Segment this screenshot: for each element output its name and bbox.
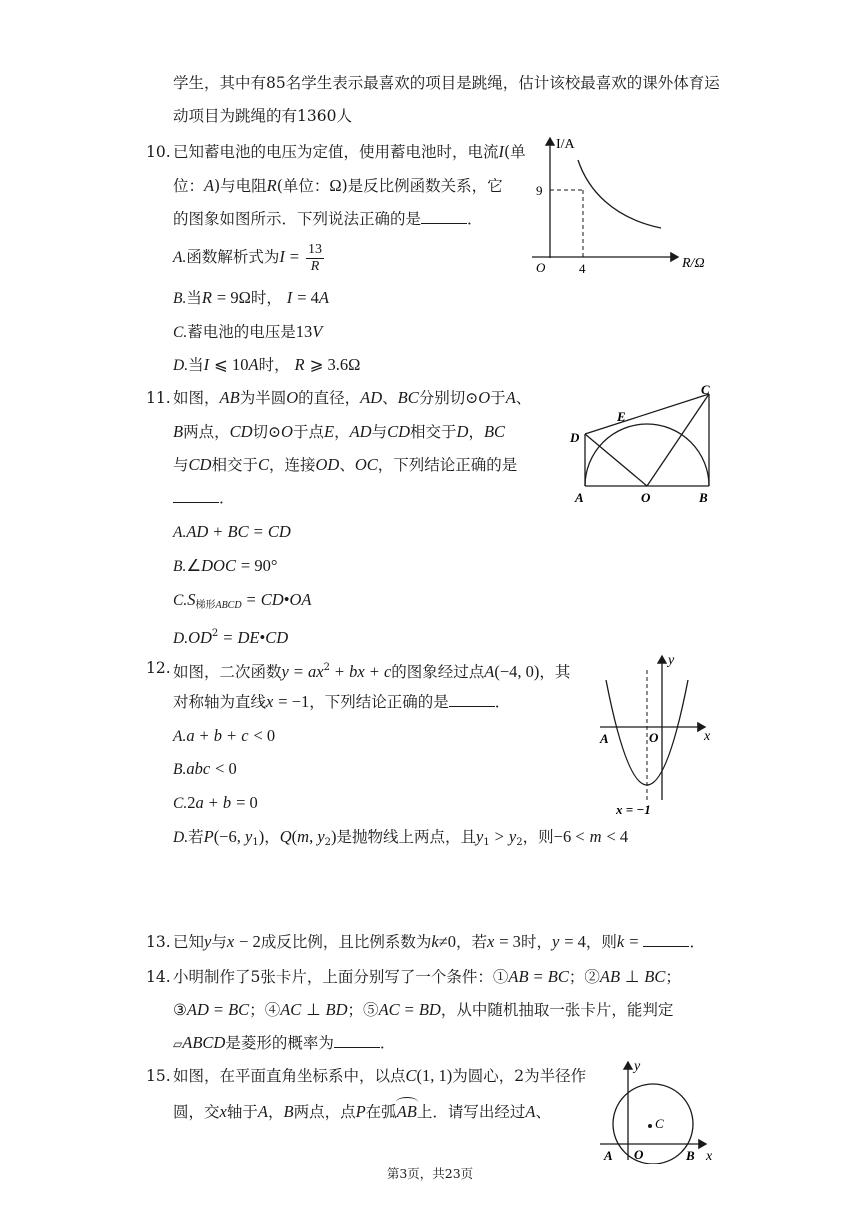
x-axis-label: x bbox=[706, 1149, 713, 1164]
origin-label: O bbox=[536, 260, 546, 275]
answer-blank[interactable] bbox=[449, 692, 495, 707]
segment-DC bbox=[585, 394, 709, 434]
q11-option-d: $D.OD^2$ = DE•CD bbox=[173, 628, 289, 647]
q11-line-1: 如图，AB为半圆O的直径，AD、BC分别切⊙O于A、 bbox=[173, 388, 532, 407]
point-A-label: A bbox=[600, 731, 609, 746]
q14-line-2: ③AD = BC；④AC ⊥ BD；⑤AC = BD，从中随机抽取一张卡片，能判定 bbox=[173, 1000, 674, 1019]
q15-number: 15. bbox=[146, 1067, 171, 1085]
x-axis-label: R/Ω bbox=[682, 256, 705, 271]
q10-number: 10. bbox=[146, 143, 171, 161]
q12-graph bbox=[590, 650, 720, 818]
q11-number: 11. bbox=[146, 389, 171, 407]
center-point-C bbox=[648, 1124, 652, 1128]
q15-line-2: 圆，交x轴于A，B两点，点P在弧AB上．请写出经过A、 bbox=[173, 1102, 551, 1121]
continued-line-1: 学生，其中有85名学生表示最喜欢的项目是跳绳，估计该校最喜欢的课外体育运 bbox=[173, 74, 720, 92]
point-A-label: A bbox=[575, 490, 584, 505]
point-B-label: B bbox=[699, 490, 708, 505]
q10-line-1: 已知蓄电池的电压为定值，使用蓄电池时，电流I(单 bbox=[173, 142, 526, 161]
answer-blank[interactable] bbox=[421, 209, 467, 224]
q11-option-c: $C.S_{梯形ABCD}$ = CD•OA bbox=[173, 590, 312, 611]
hyperbola-curve bbox=[578, 160, 661, 228]
q10-option-b: B.当R = 9Ω时， I = 4A bbox=[173, 288, 330, 307]
q10-line-2: 位：A)与电阻R(单位：Ω)是反比例函数关系，它 bbox=[173, 176, 503, 195]
x-tick-label: 4 bbox=[579, 261, 586, 276]
q12-number: 12. bbox=[146, 659, 171, 677]
q10-option-d: D.当I ⩽ 10A时， R ⩾ 3.6Ω bbox=[173, 355, 361, 374]
q14-number: 14. bbox=[146, 968, 171, 986]
page-footer: 第3页，共23页 bbox=[386, 1166, 474, 1181]
q11-line-2: B两点，CD切⊙O于点E，AD与CD相交于D，BC bbox=[173, 422, 506, 441]
segment-OD bbox=[585, 434, 647, 486]
q12-option-a: A.a + b + c < 0 bbox=[173, 726, 276, 745]
point-B-label: B bbox=[686, 1148, 695, 1163]
q13-line: 已知y与x − 2成反比例，且比例系数为k≠0，若x = 3时，y = 4，则k = ． bbox=[173, 932, 705, 951]
origin-label: O bbox=[649, 730, 659, 745]
x-axis-label: x bbox=[704, 729, 711, 744]
q11-line-3: 与CD相交于C，连接OD、OC，下列结论正确的是 bbox=[173, 455, 518, 474]
q11-figure bbox=[565, 378, 725, 508]
q12-option-d: D.若P(−6, $y_1$)，Q(m, $y_2$)是抛物线上两点，且$y_1 > y_2$，则−6 < m < 4 bbox=[173, 827, 629, 848]
point-A-label: A bbox=[604, 1148, 613, 1163]
q11-option-a: A.AD + BC = CD bbox=[173, 522, 291, 541]
q10-option-a: A.函数解析式为I = $\frac{13}{R}$ bbox=[173, 241, 323, 274]
y-axis-label: y bbox=[634, 1059, 641, 1074]
y-axis-label: y bbox=[668, 653, 675, 668]
origin-label: O bbox=[634, 1147, 644, 1162]
point-C-label: C bbox=[701, 382, 710, 397]
answer-blank[interactable] bbox=[173, 488, 219, 503]
y-axis-label: I/A bbox=[556, 137, 575, 152]
continued-line-2: 动项目为跳绳的有1360人 bbox=[173, 107, 352, 125]
q13-number: 13. bbox=[146, 933, 171, 951]
q12-option-b: B.abc < 0 bbox=[173, 759, 237, 778]
q11-option-b: B.∠DOC = 90° bbox=[173, 556, 278, 575]
symmetry-axis-label: x = −1 bbox=[616, 802, 651, 817]
q15-graph bbox=[598, 1056, 722, 1164]
answer-blank[interactable] bbox=[643, 932, 689, 947]
point-E-label: E bbox=[617, 409, 626, 424]
q12-line-1: 如图，二次函数$y = ax^2$ + bx + c的图象经过点A(−4, 0)，其 bbox=[173, 662, 571, 681]
segment-OC bbox=[647, 394, 709, 486]
q11-line-4: ． bbox=[173, 487, 235, 509]
point-D-label: D bbox=[570, 430, 580, 445]
q15-line-1: 如图，在平面直角坐标系中，以点C(1, 1)为圆心，2为半径作 bbox=[173, 1066, 587, 1085]
q10-graph bbox=[528, 130, 728, 278]
q10-line-3: 的图象如图所示．下列说法正确的是 ． bbox=[173, 210, 483, 228]
q14-line-3: ▱ABCD是菱形的概率为 ． bbox=[173, 1033, 396, 1052]
semicircle bbox=[585, 424, 709, 486]
y-tick-label: 9 bbox=[536, 183, 543, 198]
q12-line-2: 对称轴为直线x = −1，下列结论正确的是 ． bbox=[173, 692, 511, 711]
point-O-label: O bbox=[641, 490, 651, 505]
answer-blank[interactable] bbox=[334, 1033, 380, 1048]
q12-option-c: C.2a + b = 0 bbox=[173, 793, 258, 812]
point-C-label: C bbox=[655, 1116, 664, 1131]
q10-option-c: C.蓄电池的电压是13V bbox=[173, 322, 323, 341]
q14-line-1: 小明制作了5张卡片，上面分别写了一个条件：①AB = BC；②AB ⊥ BC； bbox=[173, 967, 681, 986]
circle-C bbox=[613, 1084, 693, 1164]
